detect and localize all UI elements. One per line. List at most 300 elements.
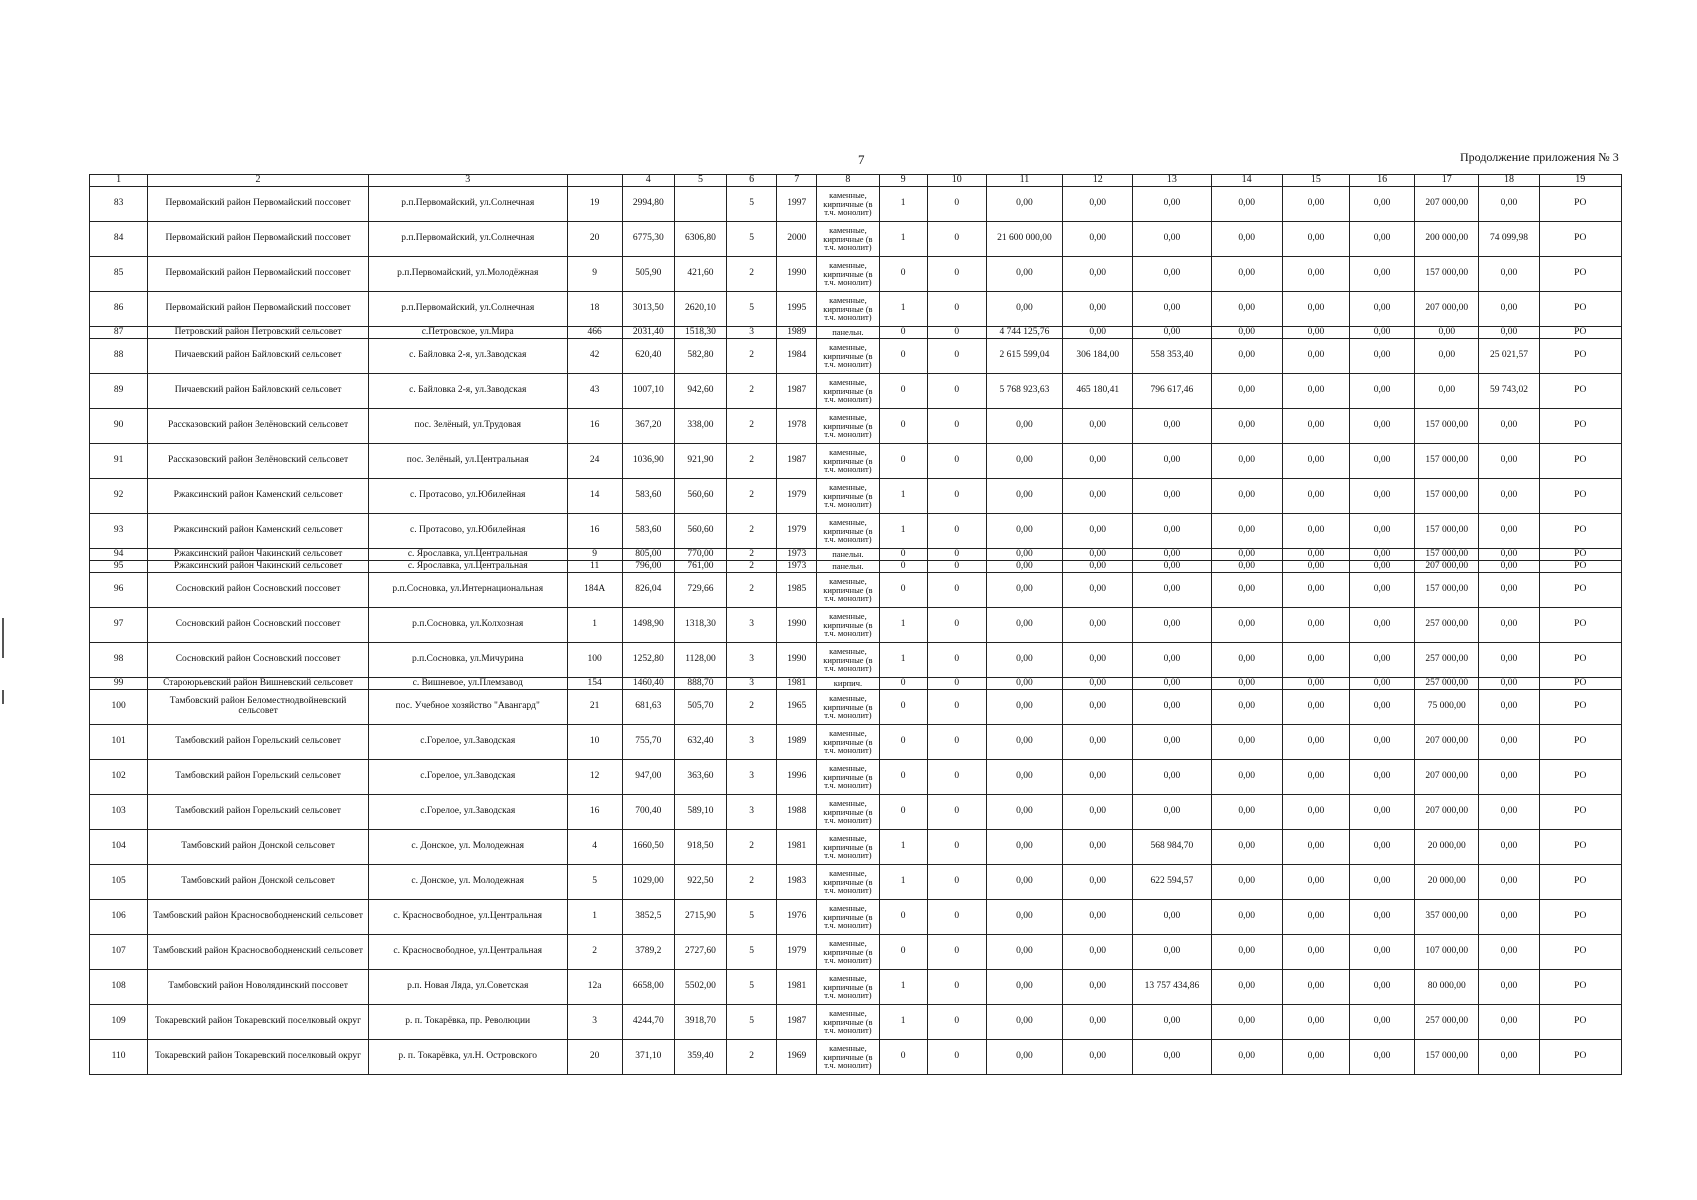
column-number-header: 7 <box>777 175 817 187</box>
col-16-amount-cell: 0,00 <box>1349 292 1414 327</box>
wall-material-cell: каменные, кирпичные (в т.ч. монолит) <box>817 187 879 222</box>
col-11-amount-cell: 0,00 <box>986 257 1062 292</box>
col-18-amount-cell: 0,00 <box>1479 187 1539 222</box>
col-10-value-cell: 0 <box>927 222 986 257</box>
row-number-cell: 91 <box>90 444 148 479</box>
col-11-amount-cell: 5 768 923,63 <box>986 374 1062 409</box>
row-number-cell: 97 <box>90 608 148 643</box>
col-18-amount-cell: 0,00 <box>1479 725 1539 760</box>
column-number-header: 13 <box>1133 175 1211 187</box>
col-12-amount-cell: 0,00 <box>1063 725 1133 760</box>
wall-material-cell: каменные, кирпичные (в т.ч. монолит) <box>817 865 879 900</box>
floors-cell: 5 <box>727 292 777 327</box>
col-12-amount-cell: 0,00 <box>1063 257 1133 292</box>
district-council-cell: Первомайский район Первомайский поссовет <box>148 257 369 292</box>
operator-code-cell: РО <box>1539 795 1621 830</box>
total-area-cell: 6775,30 <box>622 222 674 257</box>
col-15-amount-cell: 0,00 <box>1282 690 1349 725</box>
year-built-cell: 1987 <box>777 444 817 479</box>
col-18-amount-cell: 0,00 <box>1479 970 1539 1005</box>
wall-material-cell: каменные, кирпичные (в т.ч. монолит) <box>817 1005 879 1040</box>
year-built-cell: 1978 <box>777 409 817 444</box>
floors-cell: 2 <box>727 865 777 900</box>
col-11-amount-cell: 0,00 <box>986 479 1062 514</box>
col-10-value-cell: 0 <box>927 760 986 795</box>
district-council-cell: Токаревский район Токаревский поселковый округ <box>148 1040 369 1075</box>
col-13-amount-cell: 0,00 <box>1133 409 1211 444</box>
total-area-cell: 796,00 <box>622 561 674 573</box>
col-12-amount-cell: 0,00 <box>1063 222 1133 257</box>
wall-material-cell: каменные, кирпичные (в т.ч. монолит) <box>817 970 879 1005</box>
floors-cell: 2 <box>727 444 777 479</box>
year-built-cell: 1965 <box>777 690 817 725</box>
house-number-cell: 20 <box>567 222 622 257</box>
wall-material-cell: каменные, кирпичные (в т.ч. монолит) <box>817 573 879 608</box>
row-number-cell: 101 <box>90 725 148 760</box>
house-number-cell: 184А <box>567 573 622 608</box>
col-9-value-cell: 1 <box>879 1005 927 1040</box>
district-council-cell: Рассказовский район Зелёновский сельсовет <box>148 444 369 479</box>
living-area-cell: 922,50 <box>674 865 726 900</box>
col-15-amount-cell: 0,00 <box>1282 643 1349 678</box>
col-13-amount-cell: 0,00 <box>1133 1005 1211 1040</box>
living-area-cell: 632,40 <box>674 725 726 760</box>
row-number-cell: 110 <box>90 1040 148 1075</box>
col-10-value-cell: 0 <box>927 690 986 725</box>
col-11-amount-cell: 21 600 000,00 <box>986 222 1062 257</box>
operator-code-cell: РО <box>1539 830 1621 865</box>
address-cell: р.п.Первомайский, ул.Солнечная <box>368 292 567 327</box>
col-9-value-cell: 1 <box>879 608 927 643</box>
year-built-cell: 1990 <box>777 643 817 678</box>
floors-cell: 5 <box>727 935 777 970</box>
col-15-amount-cell: 0,00 <box>1282 900 1349 935</box>
row-number-cell: 90 <box>90 409 148 444</box>
column-number-header: 2 <box>148 175 369 187</box>
operator-code-cell: РО <box>1539 865 1621 900</box>
living-area-cell: 761,00 <box>674 561 726 573</box>
col-11-amount-cell: 0,00 <box>986 608 1062 643</box>
col-9-value-cell: 0 <box>879 795 927 830</box>
col-9-value-cell: 0 <box>879 573 927 608</box>
table-body <box>90 175 1622 1075</box>
col-13-amount-cell: 13 757 434,86 <box>1133 970 1211 1005</box>
col-12-amount-cell: 465 180,41 <box>1063 374 1133 409</box>
col-16-amount-cell: 0,00 <box>1349 795 1414 830</box>
col-12-amount-cell: 0,00 <box>1063 760 1133 795</box>
column-number-header: 8 <box>817 175 879 187</box>
row-number-cell: 109 <box>90 1005 148 1040</box>
col-11-amount-cell: 0,00 <box>986 760 1062 795</box>
year-built-cell: 1990 <box>777 257 817 292</box>
living-area-cell: 359,40 <box>674 1040 726 1075</box>
row-number-cell: 93 <box>90 514 148 549</box>
row-number-cell: 107 <box>90 935 148 970</box>
col-14-amount-cell: 0,00 <box>1211 514 1282 549</box>
col-15-amount-cell: 0,00 <box>1282 444 1349 479</box>
col-11-amount-cell: 0,00 <box>986 970 1062 1005</box>
col-18-amount-cell: 0,00 <box>1479 608 1539 643</box>
year-built-cell: 1973 <box>777 561 817 573</box>
wall-material-cell: панельн. <box>817 561 879 573</box>
col-15-amount-cell: 0,00 <box>1282 222 1349 257</box>
floors-cell: 3 <box>727 643 777 678</box>
col-9-value-cell: 0 <box>879 760 927 795</box>
col-14-amount-cell: 0,00 <box>1211 444 1282 479</box>
address-cell: пос. Зелёный, ул.Центральная <box>368 444 567 479</box>
table-row <box>90 292 1622 327</box>
operator-code-cell: РО <box>1539 690 1621 725</box>
col-15-amount-cell: 0,00 <box>1282 479 1349 514</box>
col-11-amount-cell: 0,00 <box>986 514 1062 549</box>
col-15-amount-cell: 0,00 <box>1282 561 1349 573</box>
district-council-cell: Тамбовский район Новолядинский поссовет <box>148 970 369 1005</box>
col-17-amount-cell: 0,00 <box>1415 339 1479 374</box>
house-number-cell: 14 <box>567 479 622 514</box>
district-council-cell: Тамбовский район Горельский сельсовет <box>148 795 369 830</box>
operator-code-cell: РО <box>1539 573 1621 608</box>
table-row <box>90 327 1622 339</box>
col-11-amount-cell: 0,00 <box>986 561 1062 573</box>
col-11-amount-cell: 0,00 <box>986 935 1062 970</box>
house-number-cell: 3 <box>567 1005 622 1040</box>
house-number-cell: 1 <box>567 900 622 935</box>
col-14-amount-cell: 0,00 <box>1211 573 1282 608</box>
total-area-cell: 505,90 <box>622 257 674 292</box>
district-council-cell: Тамбовский район Горельский сельсовет <box>148 725 369 760</box>
col-10-value-cell: 0 <box>927 1005 986 1040</box>
year-built-cell: 1981 <box>777 970 817 1005</box>
col-10-value-cell: 0 <box>927 643 986 678</box>
col-13-amount-cell: 0,00 <box>1133 760 1211 795</box>
col-15-amount-cell: 0,00 <box>1282 374 1349 409</box>
table-row <box>90 1005 1622 1040</box>
address-cell: р.п. Новая Ляда, ул.Советская <box>368 970 567 1005</box>
col-17-amount-cell: 157 000,00 <box>1415 444 1479 479</box>
house-number-cell: 21 <box>567 690 622 725</box>
total-area-cell: 1498,90 <box>622 608 674 643</box>
address-cell: с.Петровское, ул.Мира <box>368 327 567 339</box>
living-area-cell: 560,60 <box>674 479 726 514</box>
col-13-amount-cell: 0,00 <box>1133 257 1211 292</box>
col-16-amount-cell: 0,00 <box>1349 573 1414 608</box>
living-area-cell: 5502,00 <box>674 970 726 1005</box>
col-13-amount-cell: 0,00 <box>1133 900 1211 935</box>
house-number-cell: 43 <box>567 374 622 409</box>
col-18-amount-cell: 0,00 <box>1479 257 1539 292</box>
address-cell: р.п.Первомайский, ул.Молодёжная <box>368 257 567 292</box>
floors-cell: 2 <box>727 561 777 573</box>
floors-cell: 2 <box>727 479 777 514</box>
col-16-amount-cell: 0,00 <box>1349 187 1414 222</box>
col-13-amount-cell: 0,00 <box>1133 643 1211 678</box>
house-number-cell: 24 <box>567 444 622 479</box>
col-17-amount-cell: 257 000,00 <box>1415 608 1479 643</box>
district-council-cell: Тамбовский район Горельский сельсовет <box>148 760 369 795</box>
house-number-cell: 16 <box>567 795 622 830</box>
address-cell: с. Протасово, ул.Юбилейная <box>368 479 567 514</box>
wall-material-cell: каменные, кирпичные (в т.ч. монолит) <box>817 900 879 935</box>
col-13-amount-cell: 0,00 <box>1133 514 1211 549</box>
column-number-header: 18 <box>1479 175 1539 187</box>
district-council-cell: Пичаевский район Байловский сельсовет <box>148 339 369 374</box>
col-13-amount-cell: 0,00 <box>1133 222 1211 257</box>
living-area-cell <box>674 187 726 222</box>
col-14-amount-cell: 0,00 <box>1211 760 1282 795</box>
col-10-value-cell: 0 <box>927 830 986 865</box>
col-12-amount-cell: 0,00 <box>1063 327 1133 339</box>
col-17-amount-cell: 257 000,00 <box>1415 1005 1479 1040</box>
col-18-amount-cell: 0,00 <box>1479 479 1539 514</box>
living-area-cell: 505,70 <box>674 690 726 725</box>
living-area-cell: 338,00 <box>674 409 726 444</box>
total-area-cell: 826,04 <box>622 573 674 608</box>
house-number-cell: 19 <box>567 187 622 222</box>
table-row <box>90 339 1622 374</box>
address-cell: р.п.Первомайский, ул.Солнечная <box>368 222 567 257</box>
col-16-amount-cell: 0,00 <box>1349 690 1414 725</box>
address-cell: с.Горелое, ул.Заводская <box>368 760 567 795</box>
year-built-cell: 1976 <box>777 900 817 935</box>
wall-material-cell: каменные, кирпичные (в т.ч. монолит) <box>817 725 879 760</box>
col-14-amount-cell: 0,00 <box>1211 690 1282 725</box>
address-cell: с.Горелое, ул.Заводская <box>368 795 567 830</box>
floors-cell: 5 <box>727 222 777 257</box>
col-12-amount-cell: 0,00 <box>1063 573 1133 608</box>
operator-code-cell: РО <box>1539 514 1621 549</box>
table-row <box>90 678 1622 690</box>
wall-material-cell: каменные, кирпичные (в т.ч. монолит) <box>817 339 879 374</box>
col-15-amount-cell: 0,00 <box>1282 292 1349 327</box>
col-18-amount-cell: 0,00 <box>1479 1005 1539 1040</box>
col-16-amount-cell: 0,00 <box>1349 222 1414 257</box>
col-10-value-cell: 0 <box>927 935 986 970</box>
year-built-cell: 1987 <box>777 374 817 409</box>
row-number-cell: 99 <box>90 678 148 690</box>
year-built-cell: 1990 <box>777 608 817 643</box>
col-11-amount-cell: 0,00 <box>986 409 1062 444</box>
col-11-amount-cell: 0,00 <box>986 830 1062 865</box>
operator-code-cell: РО <box>1539 222 1621 257</box>
total-area-cell: 583,60 <box>622 479 674 514</box>
floors-cell: 2 <box>727 690 777 725</box>
living-area-cell: 582,80 <box>674 339 726 374</box>
total-area-cell: 2031,40 <box>622 327 674 339</box>
column-number-header: 9 <box>879 175 927 187</box>
year-built-cell: 1989 <box>777 327 817 339</box>
column-number-header: 11 <box>986 175 1062 187</box>
col-16-amount-cell: 0,00 <box>1349 830 1414 865</box>
house-number-cell: 10 <box>567 725 622 760</box>
operator-code-cell: РО <box>1539 760 1621 795</box>
col-12-amount-cell: 0,00 <box>1063 970 1133 1005</box>
col-16-amount-cell: 0,00 <box>1349 409 1414 444</box>
address-cell: с. Красносвободное, ул.Центральная <box>368 935 567 970</box>
col-10-value-cell: 0 <box>927 257 986 292</box>
col-16-amount-cell: 0,00 <box>1349 1040 1414 1075</box>
floors-cell: 5 <box>727 187 777 222</box>
col-16-amount-cell: 0,00 <box>1349 1005 1414 1040</box>
col-13-amount-cell: 0,00 <box>1133 444 1211 479</box>
col-18-amount-cell: 0,00 <box>1479 900 1539 935</box>
table-row <box>90 830 1622 865</box>
col-11-amount-cell: 0,00 <box>986 643 1062 678</box>
col-18-amount-cell: 0,00 <box>1479 444 1539 479</box>
address-cell: р. п. Токарёвка, ул.Н. Островского <box>368 1040 567 1075</box>
floors-cell: 3 <box>727 760 777 795</box>
total-area-cell: 805,00 <box>622 549 674 561</box>
col-14-amount-cell: 0,00 <box>1211 608 1282 643</box>
house-number-cell: 20 <box>567 1040 622 1075</box>
wall-material-cell: каменные, кирпичные (в т.ч. монолит) <box>817 643 879 678</box>
table-row <box>90 514 1622 549</box>
living-area-cell: 3918,70 <box>674 1005 726 1040</box>
address-cell: с. Байловка 2-я, ул.Заводская <box>368 374 567 409</box>
col-18-amount-cell: 0,00 <box>1479 795 1539 830</box>
col-13-amount-cell: 0,00 <box>1133 795 1211 830</box>
col-18-amount-cell: 0,00 <box>1479 760 1539 795</box>
living-area-cell: 2727,60 <box>674 935 726 970</box>
operator-code-cell: РО <box>1539 900 1621 935</box>
col-12-amount-cell: 0,00 <box>1063 678 1133 690</box>
col-12-amount-cell: 0,00 <box>1063 514 1133 549</box>
year-built-cell: 1996 <box>777 760 817 795</box>
col-10-value-cell: 0 <box>927 374 986 409</box>
col-10-value-cell: 0 <box>927 573 986 608</box>
house-number-cell: 18 <box>567 292 622 327</box>
district-council-cell: Тамбовский район Донской сельсовет <box>148 830 369 865</box>
table-row <box>90 222 1622 257</box>
table-row <box>90 795 1622 830</box>
living-area-cell: 421,60 <box>674 257 726 292</box>
col-10-value-cell: 0 <box>927 678 986 690</box>
col-10-value-cell: 0 <box>927 549 986 561</box>
year-built-cell: 1979 <box>777 935 817 970</box>
col-15-amount-cell: 0,00 <box>1282 549 1349 561</box>
col-15-amount-cell: 0,00 <box>1282 970 1349 1005</box>
operator-code-cell: РО <box>1539 409 1621 444</box>
col-9-value-cell: 1 <box>879 643 927 678</box>
operator-code-cell: РО <box>1539 374 1621 409</box>
column-number-header: 10 <box>927 175 986 187</box>
floors-cell: 5 <box>727 1005 777 1040</box>
col-13-amount-cell: 0,00 <box>1133 549 1211 561</box>
col-12-amount-cell: 0,00 <box>1063 187 1133 222</box>
table-row <box>90 573 1622 608</box>
col-10-value-cell: 0 <box>927 444 986 479</box>
col-9-value-cell: 0 <box>879 1040 927 1075</box>
row-number-cell: 87 <box>90 327 148 339</box>
district-council-cell: Ржаксинский район Чакинский сельсовет <box>148 549 369 561</box>
total-area-cell: 371,10 <box>622 1040 674 1075</box>
year-built-cell: 1997 <box>777 187 817 222</box>
house-number-cell: 12 <box>567 760 622 795</box>
district-council-cell: Ржаксинский район Каменский сельсовет <box>148 479 369 514</box>
col-10-value-cell: 0 <box>927 409 986 444</box>
living-area-cell: 1318,30 <box>674 608 726 643</box>
col-17-amount-cell: 20 000,00 <box>1415 830 1479 865</box>
col-17-amount-cell: 200 000,00 <box>1415 222 1479 257</box>
col-18-amount-cell: 0,00 <box>1479 292 1539 327</box>
year-built-cell: 1987 <box>777 1005 817 1040</box>
col-13-amount-cell: 0,00 <box>1133 608 1211 643</box>
col-11-amount-cell: 0,00 <box>986 690 1062 725</box>
wall-material-cell: каменные, кирпичные (в т.ч. монолит) <box>817 935 879 970</box>
col-12-amount-cell: 0,00 <box>1063 444 1133 479</box>
col-14-amount-cell: 0,00 <box>1211 374 1282 409</box>
col-12-amount-cell: 0,00 <box>1063 292 1133 327</box>
address-cell: р.п.Сосновка, ул.Интернациональная <box>368 573 567 608</box>
total-area-cell: 1007,10 <box>622 374 674 409</box>
operator-code-cell: РО <box>1539 725 1621 760</box>
col-15-amount-cell: 0,00 <box>1282 339 1349 374</box>
district-council-cell: Ржаксинский район Каменский сельсовет <box>148 514 369 549</box>
col-9-value-cell: 0 <box>879 374 927 409</box>
floors-cell: 2 <box>727 514 777 549</box>
floors-cell: 3 <box>727 327 777 339</box>
total-area-cell: 1036,90 <box>622 444 674 479</box>
col-9-value-cell: 0 <box>879 409 927 444</box>
total-area-cell: 3789,2 <box>622 935 674 970</box>
year-built-cell: 1981 <box>777 678 817 690</box>
col-17-amount-cell: 157 000,00 <box>1415 573 1479 608</box>
col-9-value-cell: 0 <box>879 561 927 573</box>
wall-material-cell: панельн. <box>817 327 879 339</box>
wall-material-cell: каменные, кирпичные (в т.ч. монолит) <box>817 479 879 514</box>
wall-material-cell: каменные, кирпичные (в т.ч. монолит) <box>817 1040 879 1075</box>
table-row <box>90 970 1622 1005</box>
col-16-amount-cell: 0,00 <box>1349 865 1414 900</box>
column-number-header-row <box>90 175 1622 187</box>
col-13-amount-cell: 0,00 <box>1133 725 1211 760</box>
floors-cell: 2 <box>727 374 777 409</box>
address-cell: р. п. Токарёвка, пр. Революции <box>368 1005 567 1040</box>
col-17-amount-cell: 357 000,00 <box>1415 900 1479 935</box>
col-18-amount-cell: 0,00 <box>1479 678 1539 690</box>
col-15-amount-cell: 0,00 <box>1282 573 1349 608</box>
col-12-amount-cell: 0,00 <box>1063 1040 1133 1075</box>
floors-cell: 2 <box>727 549 777 561</box>
col-12-amount-cell: 0,00 <box>1063 1005 1133 1040</box>
district-council-cell: Петровский район Петровский сельсовет <box>148 327 369 339</box>
floors-cell: 2 <box>727 339 777 374</box>
column-number-header: 3 <box>368 175 567 187</box>
year-built-cell: 1985 <box>777 573 817 608</box>
total-area-cell: 3852,5 <box>622 900 674 935</box>
col-14-amount-cell: 0,00 <box>1211 900 1282 935</box>
col-9-value-cell: 1 <box>879 292 927 327</box>
total-area-cell: 947,00 <box>622 760 674 795</box>
house-number-cell: 16 <box>567 514 622 549</box>
col-16-amount-cell: 0,00 <box>1349 678 1414 690</box>
wall-material-cell: каменные, кирпичные (в т.ч. монолит) <box>817 444 879 479</box>
table-row <box>90 549 1622 561</box>
operator-code-cell: РО <box>1539 444 1621 479</box>
col-16-amount-cell: 0,00 <box>1349 444 1414 479</box>
row-number-cell: 96 <box>90 573 148 608</box>
appendix-continuation-label: Продолжение приложения № 3 <box>1460 150 1619 164</box>
col-10-value-cell: 0 <box>927 900 986 935</box>
col-9-value-cell: 0 <box>879 339 927 374</box>
operator-code-cell: РО <box>1539 678 1621 690</box>
row-number-cell: 88 <box>90 339 148 374</box>
floors-cell: 2 <box>727 1040 777 1075</box>
col-13-amount-cell: 0,00 <box>1133 327 1211 339</box>
col-10-value-cell: 0 <box>927 608 986 643</box>
district-council-cell: Первомайский район Первомайский поссовет <box>148 222 369 257</box>
col-17-amount-cell: 207 000,00 <box>1415 795 1479 830</box>
col-11-amount-cell: 0,00 <box>986 865 1062 900</box>
